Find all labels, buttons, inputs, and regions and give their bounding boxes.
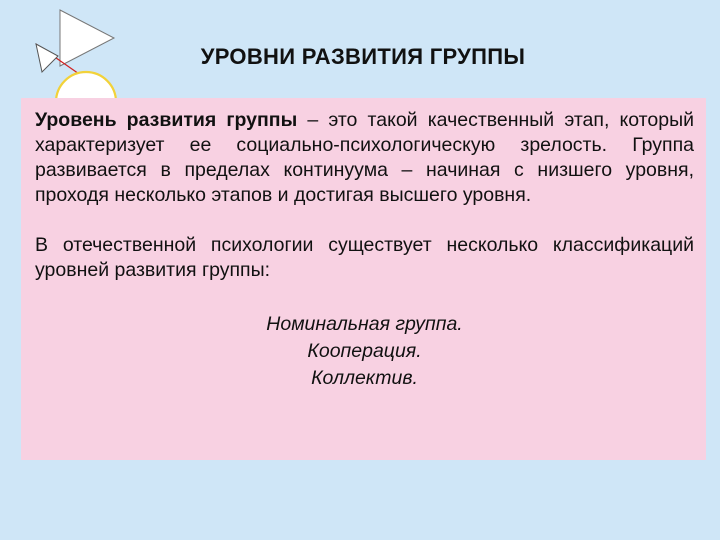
definition-paragraph	[35, 108, 694, 208]
levels-list	[35, 311, 694, 392]
level-item-nominal: Номинальная группа.	[266, 313, 463, 335]
content-panel	[21, 98, 706, 460]
level-item-collective: Коллектив.	[311, 367, 418, 389]
intro-paragraph: В отечественной психологии существует несколько классификаций уровней развития группы:	[35, 234, 694, 281]
definition-term: Уровень развития группы	[35, 109, 298, 131]
page-title: УРОВНИ РАЗВИТИЯ ГРУППЫ	[200, 44, 526, 69]
level-item-cooperation: Кооперация.	[307, 340, 422, 362]
definition-text: – это такой качественный этап, который характеризует ее социально-психологическую зрелость. Группа развивается в пределах континуума – начиная с низшего уровня, проходя несколько этапов и достигая высшего уровня.	[35, 109, 694, 206]
